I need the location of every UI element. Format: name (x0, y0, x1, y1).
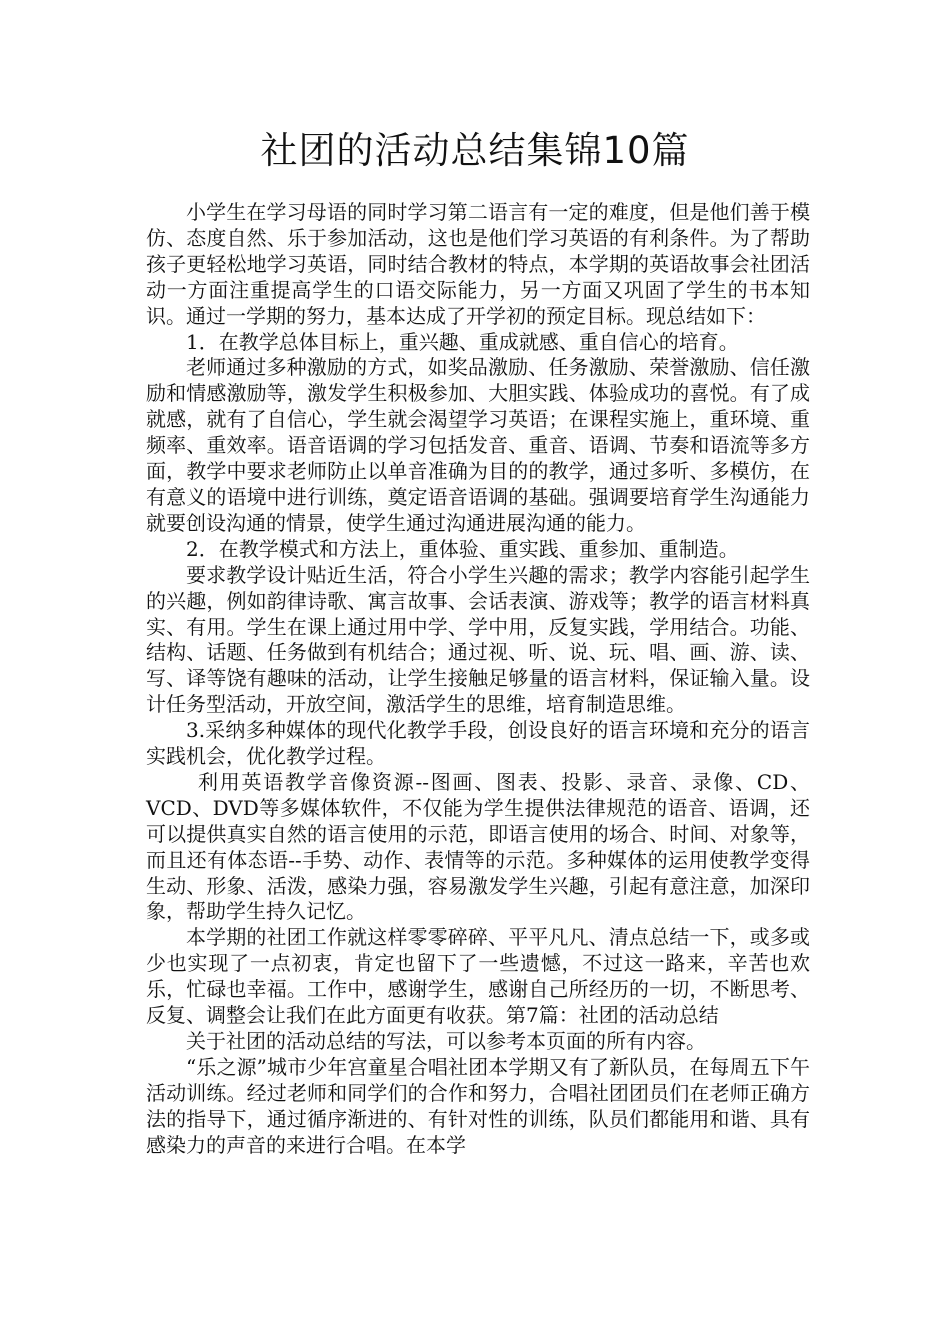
paragraph-reference-note: 关于社团的活动总结的写法，可以参考本页面的所有内容。 (186, 1029, 706, 1053)
paragraph-point-3-detail: 利用英语教学音像资源--图画、图表、投影、录音、录像、CD、VCD、DVD等多媒体软件，不仅能为学生提供法律规范的语音、语调，还可以提供真实自然的语言使用的示范，即语言使用的场合、时间、对象等，而且还有体态语--手势、动作、表情等的示范。多种媒体的运用使教学变得生动、形象、活泼，感染力强，容易激发学生兴趣，引起有意注意，加深印象，帮助学生持久记忆。 (146, 769, 810, 924)
paragraph-intro: 小学生在学习母语的同时学习第二语言有一定的难度，但是他们善于模仿、态度自然、乐于参加活动，这也是他们学习英语的有利条件。为了帮助孩子更轻松地学习英语，同时结合教材的特点，本学期的英语故事会社团活动一方面注重提高学生的口语交际能力，另一方面又巩固了学生的书本知识。通过一学期的努力，基本达成了开学初的预定目标。现总结如下： (146, 200, 810, 328)
paragraph-point-1-detail: 老师通过多种激励的方式，如奖品激励、任务激励、荣誉激励、信任激励和情感激励等，激发学生积极参加、大胆实践、体验成功的喜悦。有了成就感，就有了自信心，学生就会渴望学习英语；在课程实施上，重环境、重频率、重效率。语音语调的学习包括发音、重音、语调、节奏和语流等多方面，教学中要求老师防止以单音准确为目的的教学，通过多听、多模仿，在有意义的语境中进行训练，奠定语音语调的基础。强调要培育学生沟通能力就要创设沟通的情景，使学生通过沟通进展沟通的能力。 (146, 355, 810, 535)
document-title: 社团的活动总结集锦10篇 (260, 129, 690, 172)
paragraph-choir-intro: “乐之源”城市少年宫童星合唱社团本学期又有了新队员，在每周五下午活动训练。经过老师和同学们的合作和努力，合唱社团团员们在老师正确方法的指导下，通过循序渐进的、有针对性的训练，队员们都能用和谐、具有感染力的声音的来进行合唱。在本学 (146, 1054, 810, 1157)
paragraph-point-1-heading: 1．在教学总体目标上，重兴趣、重成就感、重自信心的培育。 (186, 329, 739, 354)
paragraph-point-2-detail: 要求教学设计贴近生活，符合小学生兴趣的需求；教学内容能引起学生的兴趣，例如韵律诗歌、寓言故事、会话表演、游戏等；教学的语言材料真实、有用。学生在课上通过用中学、学中用，反复实践，学用结合。功能、结构、话题、任务做到有机结合；通过视、听、说、玩、唱、画、游、读、写、译等饶有趣味的活动，让学生接触足够量的语言材料，保证输入量。设计任务型活动，开放空间，激活学生的思维，培育制造思维。 (146, 562, 810, 717)
paragraph-point-3-heading: 3.采纳多种媒体的现代化教学手段，创设良好的语言环境和充分的语言实践机会，优化教学过程。 (146, 718, 810, 769)
paragraph-conclusion: 本学期的社团工作就这样零零碎碎、平平凡凡、清点总结一下，或多或少也实现了一点初衷，肯定也留下了一些遗憾，不过这一路来，辛苦也欢乐，忙碌也幸福。工作中，感谢学生，感谢自己所经历的一切，不断思考、反复、调整会让我们在此方面更有收获。第7篇：社团的活动总结 (146, 925, 810, 1028)
paragraph-point-2-heading: 2．在教学模式和方法上，重体验、重实践、重参加、重制造。 (186, 536, 739, 561)
document-body (146, 200, 810, 1159)
